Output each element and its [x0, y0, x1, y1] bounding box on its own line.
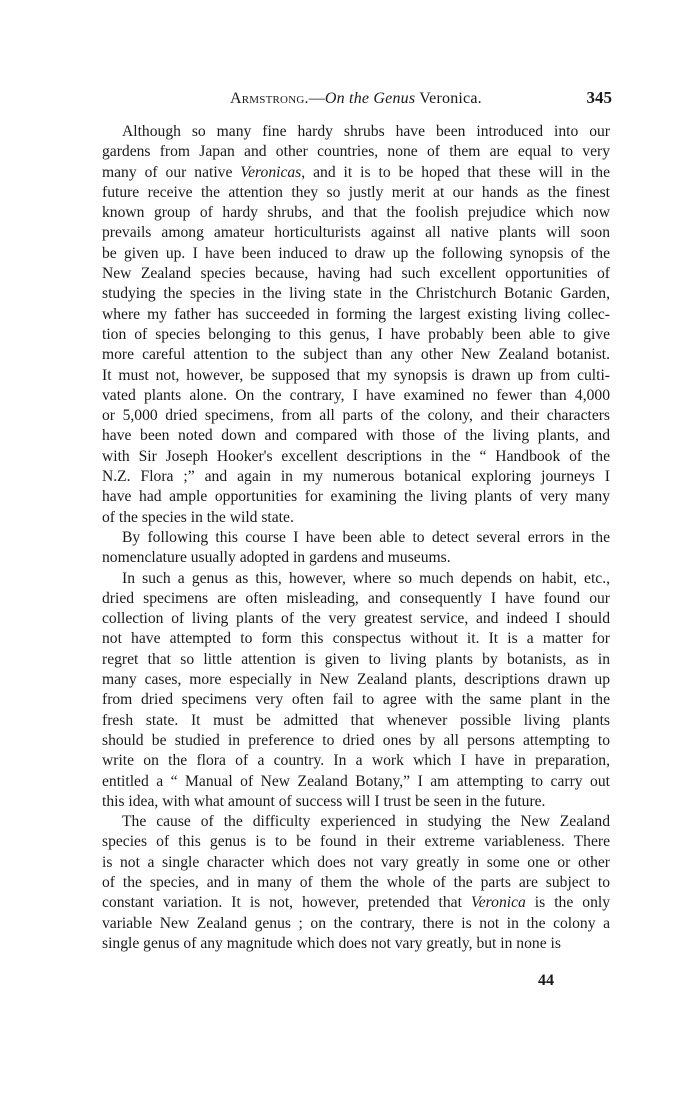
text-line: of the species in the wild state. [102, 508, 294, 526]
text-line: many of our native Veronicas, and it is to be hoped that these will in the [102, 163, 610, 181]
page-number: 345 [586, 88, 612, 107]
paragraph [102, 812, 610, 954]
text-line: regret that so little attention is given to living plants by botanists, as in [102, 650, 610, 668]
text-line: By following this course I have been able to detect several errors in the [122, 528, 610, 546]
text-line: more careful attention to the subject than any other New Zealand botanist. [102, 346, 610, 364]
text-line: single genus of any magnitude which does not vary greatly, but in none is [102, 934, 561, 952]
text-line: tion of species belonging to this genus, I have probably been able to give [102, 325, 610, 343]
text-line: dried specimens are often misleading, and consequently I have found our [102, 589, 610, 607]
text-line: variable New Zealand genus ; on the contrary, there is not in the colony a [102, 914, 610, 932]
text-line: many cases, more especially in New Zealand plants, descriptions drawn up [102, 671, 610, 689]
text-line: fresh state. It must be admitted that whenever possible living plants [102, 711, 610, 729]
running-head-title-italic: On the Genus [324, 90, 416, 107]
text-line: write on the flora of a country. In a work which I have in preparation, [102, 752, 610, 770]
text-line: this idea, with what amount of success will I trust be seen in the future. [102, 792, 546, 810]
text-line: prevails among amateur horticulturists against all native plants will soon [102, 224, 610, 242]
text-line: gardens from Japan and other countries, none of them are equal to very [102, 143, 610, 161]
text-line: not have attempted to form this conspectus without it. It is a matter for [102, 630, 610, 648]
text-line: where my father has succeeded in forming the largest existing living collec- [102, 305, 610, 323]
signature-mark: 44 [538, 972, 554, 989]
running-head-author: Armstrong. [230, 90, 309, 107]
text-line: New Zealand species because, having had such excellent opportunities of [102, 265, 610, 283]
text-line: with Sir Joseph Hooker's excellent descriptions in the “ Handbook of the [102, 447, 610, 465]
text-line: future receive the attention they so justly merit at our hands as the finest [102, 183, 610, 201]
text-line: be given up. I have been induced to draw up the following synopsis of the [102, 244, 610, 262]
text-line: entitled a “ Manual of New Zealand Botany,” I am attempting to carry out [102, 772, 610, 790]
text-line: constant variation. It is not, however, pretended that Veronica is the only [102, 894, 610, 912]
body-text [102, 122, 610, 954]
text-line: or 5,000 dried specimens, from all parts of the colony, and their characters [102, 407, 610, 425]
text-line: nomenclature usually adopted in gardens and museums. [102, 549, 451, 567]
text-line: from dried specimens very often fail to agree with the same plant in the [102, 691, 610, 709]
text-line: It must not, however, be supposed that my synopsis is drawn up from culti- [102, 366, 610, 384]
text-line: studying the species in the living state in the Christchurch Botanic Garden, [102, 285, 610, 303]
text-line: collection of living plants of the very greatest service, and indeed I should [102, 610, 610, 628]
paragraph [102, 569, 610, 813]
text-line: have been noted down and compared with those of the living plants, and [102, 427, 610, 445]
text-line: have had ample opportunities for examining the living plants of very many [102, 488, 610, 506]
running-head-dash: — [308, 90, 325, 107]
text-line: should be studied in preference to dried ones by all persons attempting to [102, 731, 610, 749]
text-line: vated plants alone. On the contrary, I have examined no fewer than 4,000 [102, 386, 610, 404]
running-title [230, 90, 482, 108]
text-line: is not a single character which does not vary greatly in some one or other [102, 853, 610, 871]
text-line: known group of hardy shrubs, and that the foolish prejudice which now [102, 204, 610, 222]
text-line: Although so many fine hardy shrubs have been introduced into our [122, 123, 610, 140]
running-head-title-genus: Veronica. [419, 90, 482, 107]
paragraph [102, 528, 610, 569]
text-line: In such a genus as this, however, where so much depends on habit, etc., [122, 569, 610, 587]
paragraph [102, 122, 610, 528]
italic-genus-name: Veronica [470, 894, 526, 912]
italic-genus-name: Veronicas [240, 163, 302, 181]
text-line: of the species, and in many of them the whole of the parts are subject to [102, 873, 610, 891]
text-line: The cause of the difficulty experienced in studying the New Zealand [122, 813, 610, 831]
running-head [100, 88, 612, 112]
text-line: species of this genus is to be found in their extreme variableness. There [102, 833, 610, 851]
text-line: N.Z. Flora ;” and again in my numerous botanical exploring journeys I [102, 468, 610, 486]
